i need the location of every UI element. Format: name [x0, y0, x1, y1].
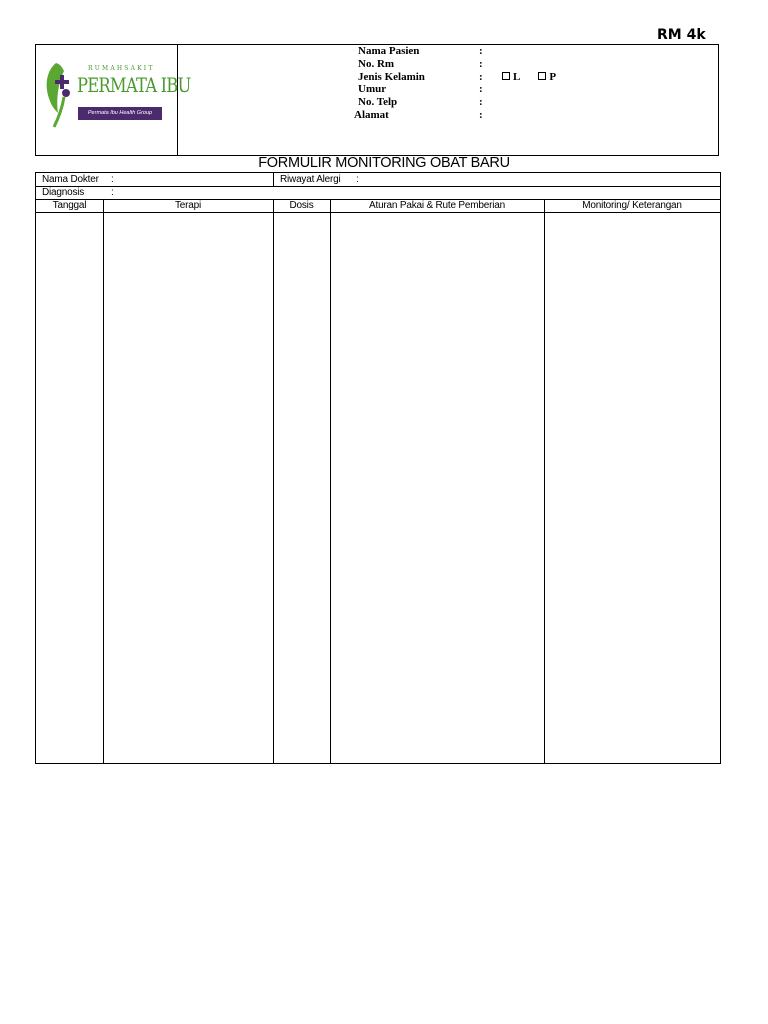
form-code: RM 4k: [657, 27, 706, 43]
checkbox-l[interactable]: [502, 72, 510, 80]
doctor-name-label: Nama Dokter: [42, 174, 99, 185]
colon: :: [479, 83, 483, 96]
column-divider: [103, 199, 104, 763]
column-divider: [273, 173, 274, 186]
colon: :: [479, 57, 483, 70]
header-divider: [36, 212, 720, 213]
colon: :: [479, 70, 483, 83]
phone-row: [354, 96, 614, 109]
form-title: FORMULIR MONITORING OBAT BARU: [258, 155, 510, 171]
patient-name-row: [354, 45, 614, 58]
gender-label: Jenis Kelamin: [358, 70, 425, 83]
gender-row: [354, 71, 614, 84]
gender-p-option[interactable]: [538, 71, 556, 83]
rm-number-row: [354, 58, 614, 71]
logo-band: Permata Ibu Health Group: [78, 107, 162, 120]
leaf-cross-icon: [42, 61, 78, 133]
column-header-dosis: Dosis: [289, 200, 314, 211]
column-header-terapi: Terapi: [174, 200, 202, 211]
phone-label: No. Telp: [358, 96, 398, 109]
column-divider: [330, 199, 331, 763]
column-divider: [544, 199, 545, 763]
column-header-monitoring: Monitoring/ Keterangan: [582, 200, 682, 211]
header-box: [35, 44, 719, 156]
colon: :: [479, 45, 483, 57]
hospital-logo: [36, 45, 191, 155]
patient-name-label: Nama Pasien: [358, 45, 420, 57]
row-divider: [36, 186, 720, 187]
diagnosis-colon: :: [111, 187, 114, 198]
checkbox-p[interactable]: [538, 72, 546, 80]
logo-title: PERMATA IBU: [77, 73, 191, 97]
gender-p-label: P: [549, 70, 557, 83]
colon: :: [479, 108, 483, 121]
rm-number-label: No. Rm: [358, 57, 395, 70]
allergy-history-colon: :: [356, 174, 359, 185]
gender-l-option[interactable]: [502, 71, 520, 84]
monitoring-table: [35, 172, 721, 764]
gender-options: [502, 71, 556, 84]
address-row: [354, 109, 614, 122]
diagnosis-label: Diagnosis: [42, 187, 85, 198]
address-label: Alamat: [354, 108, 389, 121]
colon: :: [479, 96, 483, 109]
gender-l-label: L: [513, 70, 521, 83]
logo-subtitle: RUMAHSAKIT: [88, 65, 155, 72]
patient-info: [354, 45, 614, 122]
allergy-history-label: Riwayat Alergi: [280, 174, 341, 185]
age-label: Umur: [358, 83, 387, 96]
column-header-tanggal: Tanggal: [52, 200, 87, 211]
column-header-aturan-pakai: Aturan Pakai & Rute Pemberian: [369, 200, 505, 211]
doctor-name-colon: :: [111, 174, 114, 185]
column-divider: [273, 199, 274, 763]
age-row: [354, 83, 614, 96]
